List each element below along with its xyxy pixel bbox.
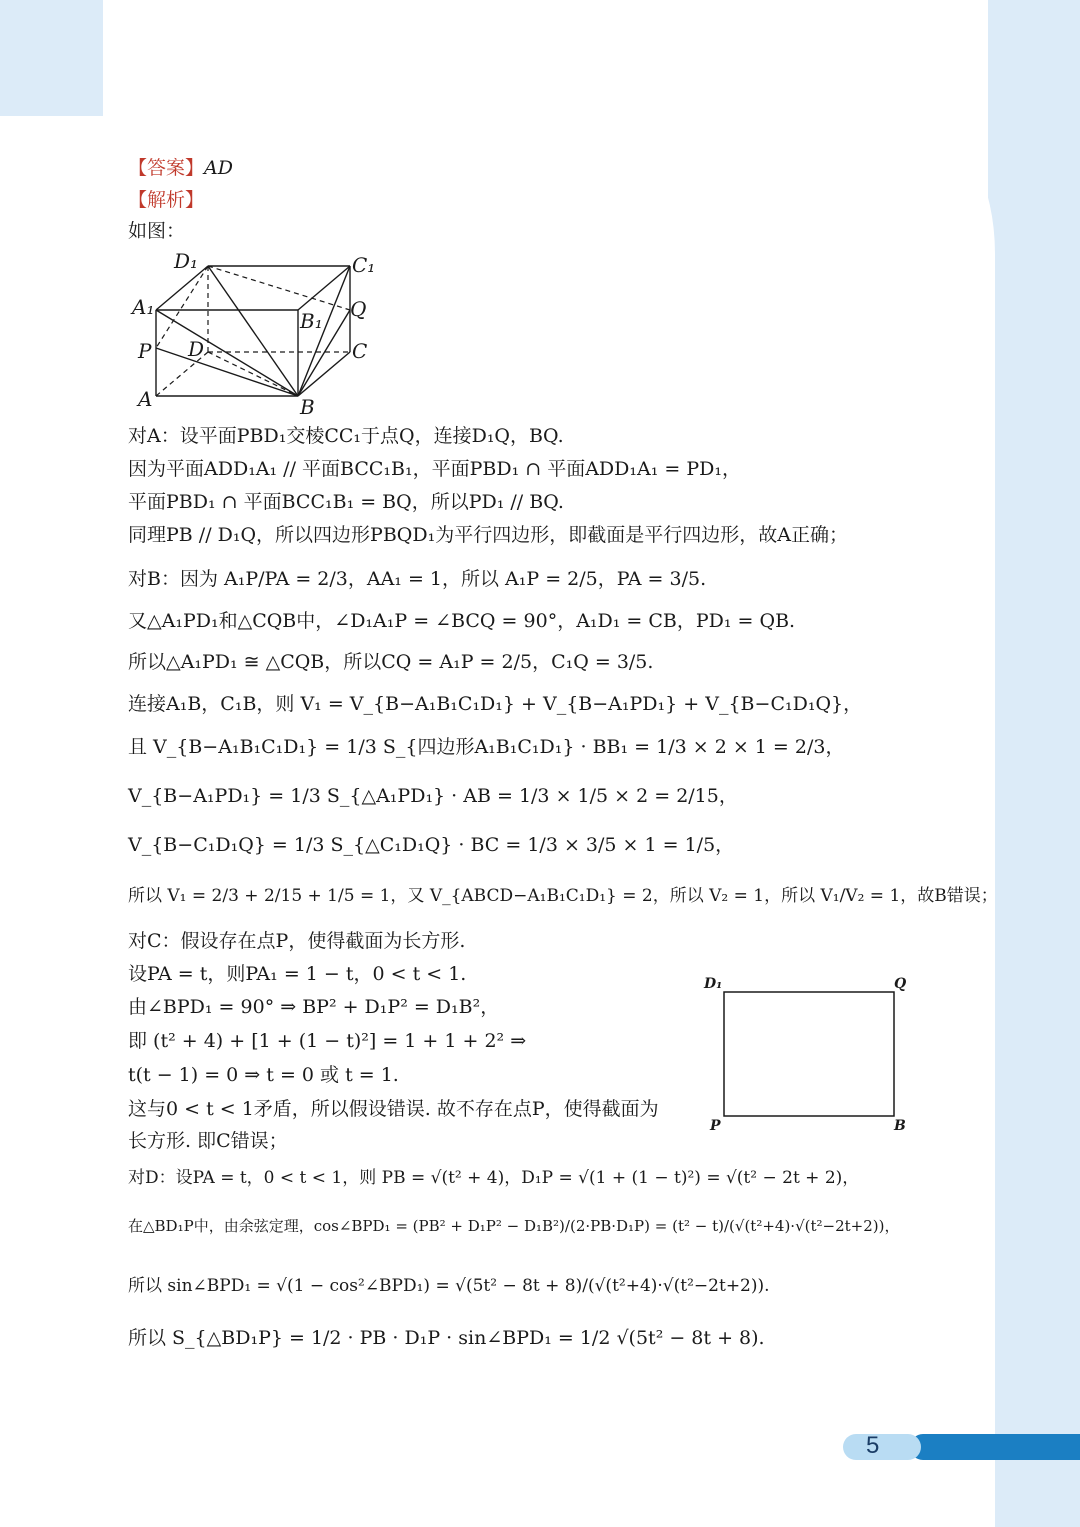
- solution-line: 所以△A₁PD₁ ≅ △CQB，所以CQ = A₁P = 2/5，C₁Q = 3/5.: [128, 651, 654, 673]
- answer-label: 【答案】: [128, 157, 205, 179]
- rect-label-q: Q: [894, 976, 907, 992]
- label-c: C: [352, 339, 368, 363]
- analysis-label: 【解析】: [128, 189, 205, 211]
- solution-line: 对D：设PA = t，0 < t < 1，则 PB = √(t² + 4)，D₁P = √(1 + (1 − t)²) = √(t² − 2t + 2)，: [128, 1168, 860, 1188]
- label-d: D: [188, 337, 205, 361]
- solution-line: 即 (t² + 4) + [1 + (1 − t)²] = 1 + 1 + 2² ⇒: [128, 1030, 527, 1052]
- solution-line: 设PA = t，则PA₁ = 1 − t，0 < t < 1.: [128, 963, 467, 985]
- solution-line: 由∠BPD₁ = 90° ⇒ BP² + D₁P² = D₁B²，: [128, 996, 500, 1018]
- label-b1: B₁: [300, 309, 323, 333]
- solution-line: 对C：假设存在点P，使得截面为长方形.: [128, 930, 466, 952]
- label-p: P: [138, 339, 152, 363]
- solution-line: 对A：设平面PBD₁交棱CC₁于点Q，连接D₁Q，BQ.: [128, 425, 564, 447]
- answer-value: AD: [204, 157, 233, 179]
- solution-line: 这与0 < t < 1矛盾，所以假设错误. 故不存在点P，使得截面为: [128, 1098, 659, 1120]
- label-b: B: [300, 395, 315, 418]
- page-curve: [925, 124, 995, 1527]
- solution-line: 所以 V₁ = 2/3 + 2/15 + 1/5 = 1，又 V_{ABCD−A₁B₁C₁D₁} = 2，所以 V₂ = 1，所以 V₁/V₂ = 1，故B错误；: [128, 886, 998, 906]
- footer-bar: [910, 1434, 1080, 1460]
- solution-line: V_{B−A₁PD₁} = 1/3 S_{△A₁PD₁} · AB = 1/3 × 1/5 × 2 = 2/15，: [128, 785, 738, 807]
- label-a: A: [138, 387, 153, 411]
- rectangle-figure: [700, 972, 910, 1134]
- cuboid-figure: [128, 248, 388, 418]
- label-d1: D₁: [174, 249, 199, 273]
- solution-line: 对B：因为 A₁P/PA = 2/3，AA₁ = 1，所以 A₁P = 2/5，PA = 3/5.: [128, 568, 707, 590]
- solution-line: 且 V_{B−A₁B₁C₁D₁} = 1/3 S_{四边形A₁B₁C₁D₁} · BB₁ = 1/3 × 2 × 1 = 2/3，: [128, 736, 845, 758]
- solution-line: 又△A₁PD₁和△CQB中，∠D₁A₁P = ∠BCQ = 90°，A₁D₁ = CB，PD₁ = QB.: [128, 610, 796, 632]
- answer-line: [128, 156, 233, 180]
- solution-line: 长方形. 即C错误；: [128, 1130, 288, 1152]
- right-margin-band: [988, 0, 1080, 1527]
- solution-line: 在△BD₁P中，由余弦定理，cos∠BPD₁ = (PB² + D₁P² − D₁B²)/(2·PB·D₁P) = (t² − t)/(√(t²+4)·√(t²−2t+2))，: [128, 1217, 900, 1235]
- solution-line: t(t − 1) = 0 ⇒ t = 0 或 t = 1.: [128, 1064, 399, 1086]
- corner-decoration: [0, 0, 103, 116]
- solution-line: 平面PBD₁ ∩ 平面BCC₁B₁ = BQ，所以PD₁ // BQ.: [128, 491, 564, 513]
- rect-label-b: B: [894, 1118, 906, 1134]
- rect-label-p: P: [710, 1118, 721, 1134]
- solution-line: 连接A₁B，C₁B，则 V₁ = V_{B−A₁B₁C₁D₁} + V_{B−A₁PD₁} + V_{B−C₁D₁Q}，: [128, 693, 863, 715]
- page-number-pill: [843, 1434, 921, 1460]
- solution-line: 同理PB // D₁Q，所以四边形PBQD₁为平行四边形，即截面是平行四边形，故A正确；: [128, 524, 848, 546]
- label-c1: C₁: [352, 253, 376, 277]
- rect-label-d1: D₁: [704, 976, 723, 992]
- solution-line: 因为平面ADD₁A₁ // 平面BCC₁B₁，平面PBD₁ ∩ 平面ADD₁A₁ = PD₁，: [128, 458, 741, 480]
- solution-line: V_{B−C₁D₁Q} = 1/3 S_{△C₁D₁Q} · BC = 1/3 × 3/5 × 1 = 1/5，: [128, 834, 735, 856]
- solution-line: 所以 sin∠BPD₁ = √(1 − cos²∠BPD₁) = √(5t² − 8t + 8)/(√(t²+4)·√(t²−2t+2)).: [128, 1276, 770, 1296]
- intro-text: 如图：: [128, 220, 186, 242]
- label-q: Q: [350, 297, 367, 321]
- solution-line: 所以 S_{△BD₁P} = 1/2 · PB · D₁P · sin∠BPD₁ = 1/2 √(5t² − 8t + 8).: [128, 1327, 765, 1349]
- page-number: 5: [866, 1432, 880, 1459]
- label-a1: A₁: [132, 295, 155, 319]
